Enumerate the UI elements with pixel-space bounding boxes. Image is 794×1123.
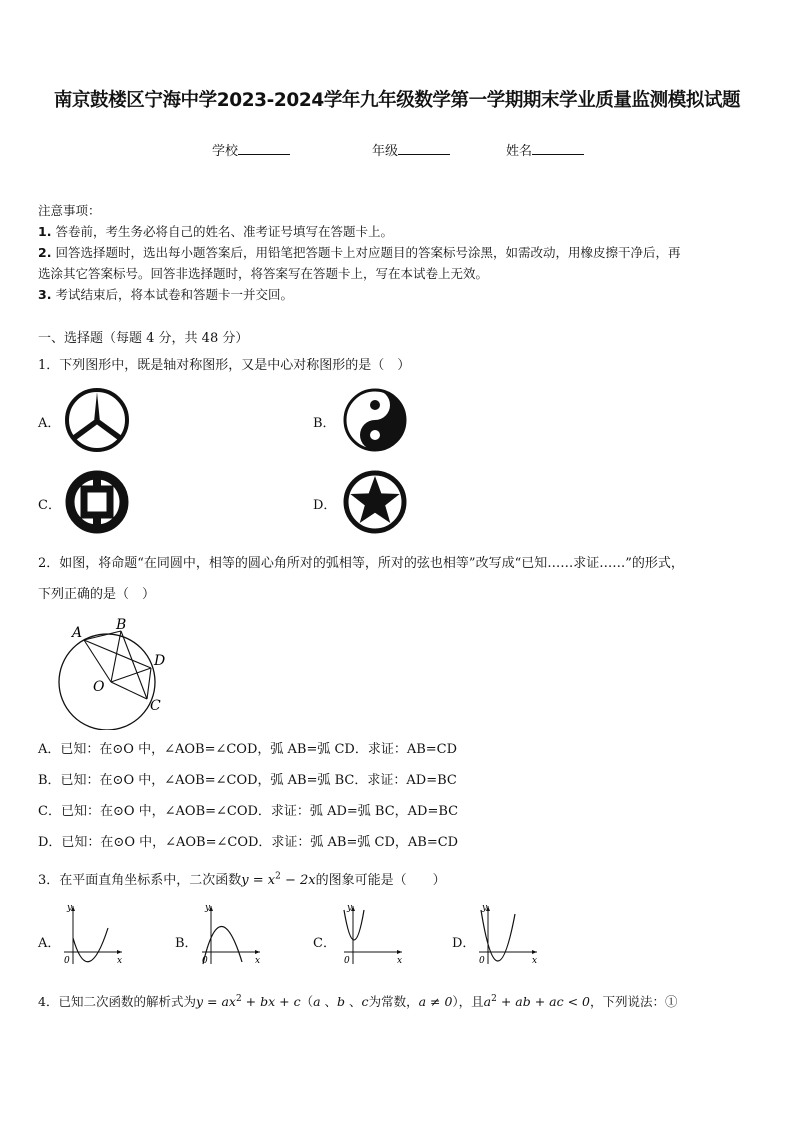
graph-option-a[interactable] [60, 900, 130, 968]
graph-option-b[interactable] [198, 900, 268, 968]
q4-cond: 为常数， [368, 994, 419, 1009]
q4-sep1: 、 [320, 994, 338, 1009]
q2-stem-line-2: 下列正确的是（ ） [38, 587, 156, 602]
q3-option-b-label[interactable]: B． [175, 936, 198, 951]
q1-stem: 1．下列图形中，既是轴对称图形，又是中心对称图形的是（ ） [38, 358, 411, 373]
q1-option-a-label[interactable]: A． [38, 416, 61, 431]
x-axis-label: x [532, 956, 538, 966]
q3-option-c-label[interactable]: C． [313, 936, 336, 951]
q4-ineq-a: a [483, 994, 492, 1009]
q3-stem-pre: 3．在平面直角坐标系中，二次函数 [38, 873, 242, 888]
point-b-label: B [116, 617, 127, 633]
q3-stem-post: 的图象可能是（ ） [315, 873, 446, 888]
q3-option-d-label[interactable]: D． [452, 936, 476, 951]
q3-eq-rest: − 2x [280, 873, 316, 888]
school-field[interactable] [212, 140, 290, 159]
name-field[interactable] [506, 140, 584, 159]
name-label: 姓名 [506, 144, 533, 159]
q4-sep2: 、 [345, 994, 362, 1009]
y-axis-label: y [347, 903, 353, 913]
x-axis-label: x [117, 956, 123, 966]
q4-ineq-b: + ab + ac < 0 [496, 994, 590, 1009]
q4-expr-b: + bx + c [241, 994, 301, 1009]
q4-expr-sup: 2 [235, 993, 242, 1004]
section-heading: 一、选择题（每题 4 分，共 48 分） [38, 331, 249, 346]
q3-stem [38, 869, 446, 888]
star-circle-figure[interactable] [340, 468, 412, 538]
y-axis-label: y [482, 903, 488, 913]
notice-item-number: 2. [38, 245, 52, 260]
mercedes-symbol-figure[interactable] [62, 386, 134, 454]
origin-label: 0 [479, 956, 485, 966]
q4-var-c: c [361, 994, 369, 1009]
origin-label: 0 [202, 956, 208, 966]
q1-option-c-label[interactable]: C． [38, 498, 61, 513]
q4-tail: ，下列说法：① [589, 994, 678, 1009]
q4-expr-a: y = ax [195, 994, 236, 1009]
notice-item-number: 1. [38, 224, 52, 239]
notice-item-3 [38, 284, 293, 305]
point-d-label: D [154, 653, 166, 669]
q2-option-c[interactable]: C．已知：在⊙O 中，∠AOB=∠COD．求证：弧 AD=弧 BC，AD=BC [38, 804, 459, 819]
x-axis-label: x [397, 956, 403, 966]
q4-neq: a ≠ 0 [418, 994, 453, 1009]
q4-var-b: b [337, 994, 346, 1009]
q2-stem-line-1: 2．如图，将命题“在同圆中，相等的圆心角所对的弧相等，所对的弦也相等”改写成“已知……求证……”的形式， [38, 556, 684, 571]
graph-option-d[interactable] [475, 900, 545, 968]
grade-field[interactable] [372, 140, 450, 159]
q1-option-d-label[interactable]: D． [313, 498, 337, 513]
q4-close: ），且 [452, 994, 484, 1009]
x-axis-label: x [255, 956, 261, 966]
q4-stem [38, 992, 678, 1010]
notice-heading: 注意事项： [38, 203, 101, 218]
q4-var-a: a [313, 994, 321, 1009]
notice-item-2 [38, 242, 680, 263]
graph-option-c[interactable] [340, 900, 410, 968]
y-axis-label: y [205, 903, 211, 913]
notice-item-text: 答卷前，考生务必将自己的姓名、准考证号填写在答题卡上。 [55, 224, 393, 239]
q3-var-y: y [241, 873, 249, 888]
q2-option-d[interactable]: D．已知：在⊙O 中，∠AOB=∠COD．求证：弧 AB=弧 CD，AB=CD [38, 835, 459, 850]
bank-logo-figure[interactable] [62, 468, 134, 538]
point-c-label: C [150, 698, 161, 714]
point-o-label: O [93, 679, 105, 695]
q3-exponent: 2 [275, 871, 281, 882]
q4-ineq-sup: 2 [491, 993, 497, 1004]
notice-item-text: 考试结束后，将本试卷和答题卡一并交回。 [55, 287, 293, 302]
grade-label: 年级 [372, 144, 399, 159]
origin-label: 0 [64, 956, 70, 966]
q2-option-b[interactable]: B．已知：在⊙O 中，∠AOB=∠COD，弧 AB=弧 BC．求证：AD=BC [38, 773, 457, 788]
school-blank[interactable] [238, 141, 290, 155]
origin-label: 0 [344, 956, 350, 966]
q1-option-b-label[interactable]: B． [313, 416, 336, 431]
page-title: 南京鼓楼区宁海中学2023-2024学年九年级数学第一学期期末学业质量监测模拟试题 [53, 90, 741, 111]
circle-chords-diagram [52, 615, 182, 730]
q3-eq: = x [248, 873, 276, 888]
q4-pre: 4．已知二次函数的解析式为 [38, 994, 196, 1009]
q3-option-a-label[interactable]: A． [38, 936, 61, 951]
yin-yang-figure[interactable] [340, 386, 412, 454]
notice-item-text: 回答选择题时，选出每小题答案后，用铅笔把答题卡上对应题目的答案标号涂黑，如需改动，用橡皮擦干净后，再 [55, 245, 681, 260]
notice-item-2-continued: 选涂其它答案标号。回答非选择题时，将答案写在答题卡上，写在本试卷上无效。 [38, 266, 489, 281]
y-axis-label: y [67, 903, 73, 913]
grade-blank[interactable] [398, 141, 450, 155]
point-a-label: A [72, 625, 83, 641]
name-blank[interactable] [532, 141, 584, 155]
notice-item-number: 3. [38, 287, 52, 302]
q4-mid: （ [300, 994, 314, 1009]
school-label: 学校 [212, 144, 239, 159]
q2-option-a[interactable]: A．已知：在⊙O 中，∠AOB=∠COD，弧 AB=弧 CD．求证：AB=CD [38, 742, 458, 757]
notice-item-1 [38, 221, 393, 242]
